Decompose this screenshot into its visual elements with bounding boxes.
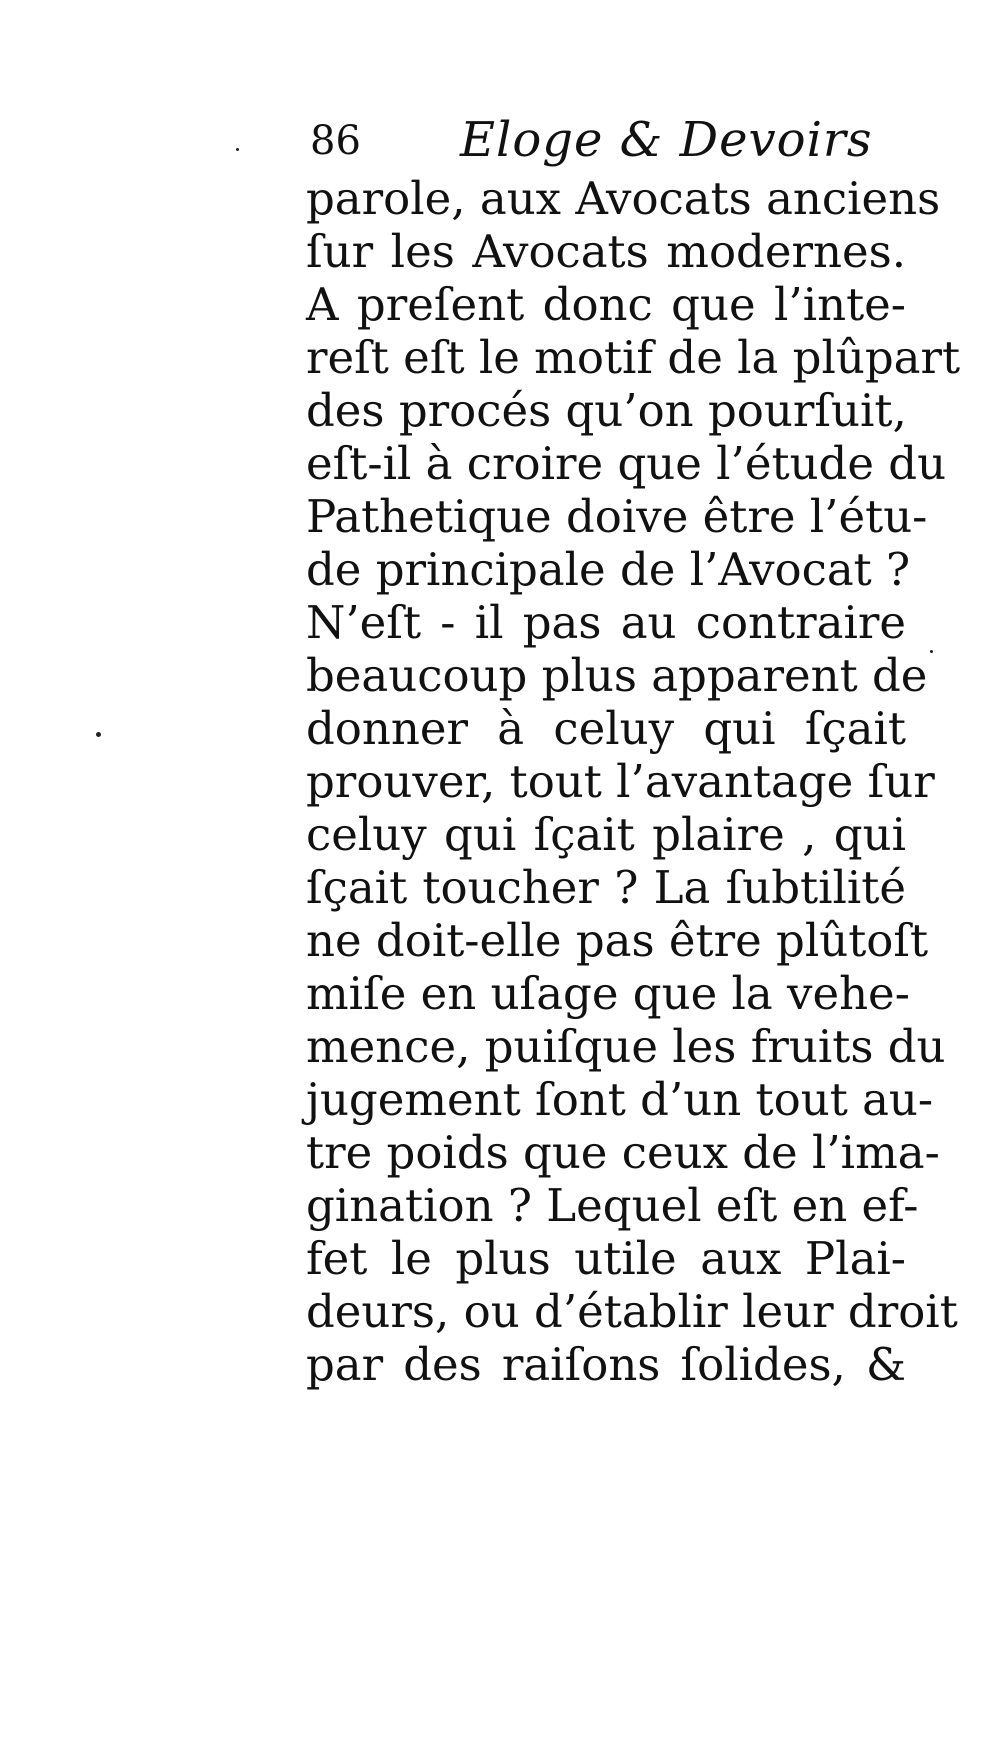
- text-line: A preſent donc que l’inte-: [306, 278, 906, 331]
- ink-speck: [930, 650, 933, 653]
- running-title: Eloge & Devoirs: [460, 112, 873, 168]
- ink-speck: [236, 148, 239, 151]
- page-header: [310, 112, 910, 172]
- text-line: jugement ſont d’un tout au-: [306, 1073, 934, 1126]
- text-line: ne doit-elle pas être plûtoſt: [306, 914, 929, 967]
- text-line: par des raiſons ſolides, &: [306, 1338, 906, 1391]
- text-line: de principale de l’Avocat ?: [306, 543, 911, 596]
- text-line: miſe en uſage que la vehe-: [306, 967, 910, 1020]
- text-line: reſt eſt le motif de la plûpart: [306, 331, 961, 384]
- text-line: prouver, tout l’avantage ſur: [306, 755, 935, 808]
- body-text: [306, 172, 961, 1391]
- text-line: eſt-il à croire que l’étude du: [306, 437, 947, 490]
- page-number: 86: [310, 118, 361, 164]
- text-line: mence, puiſque les fruits du: [306, 1020, 946, 1073]
- text-line: Pathetique doive être l’étu-: [306, 490, 928, 543]
- text-line: gination ? Lequel eſt en ef-: [306, 1179, 919, 1232]
- text-line: des procés qu’on pourſuit,: [306, 384, 907, 437]
- text-line: tre poids que ceux de l’ima-: [306, 1126, 940, 1179]
- text-line: ſçait toucher ? La ſubtilité: [306, 861, 906, 914]
- text-line: deurs, ou d’établir leur droit: [306, 1285, 958, 1338]
- text-line: donner à celuy qui ſçait: [306, 702, 906, 755]
- text-line: parole, aux Avocats anciens: [306, 172, 941, 225]
- text-line: celuy qui ſçait plaire , qui: [306, 808, 906, 861]
- text-line: ſur les Avocats modernes.: [306, 225, 906, 278]
- ink-speck: [96, 732, 101, 737]
- text-line: N’eſt - il pas au contraire: [306, 596, 906, 649]
- text-line: fet le plus utile aux Plai-: [306, 1232, 906, 1285]
- text-line: beaucoup plus apparent de: [306, 649, 928, 702]
